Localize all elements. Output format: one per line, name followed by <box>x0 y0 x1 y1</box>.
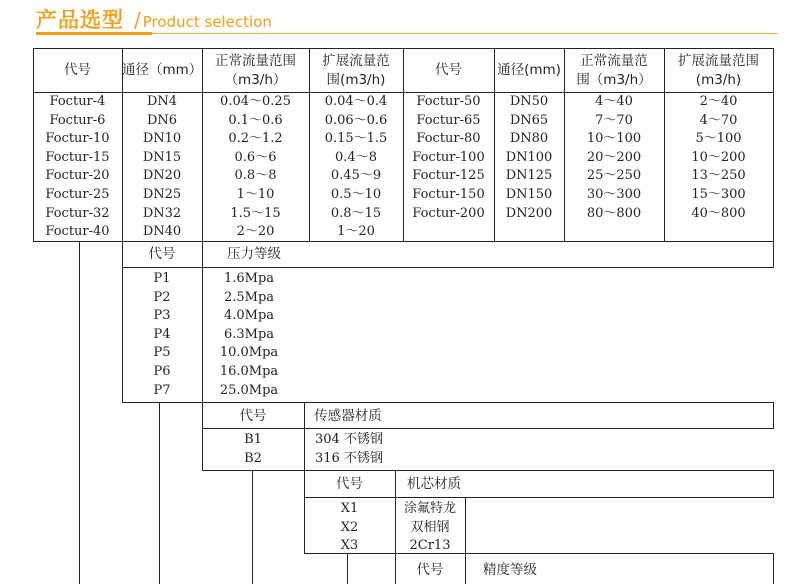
material-header: 传感器材质 <box>314 408 382 424</box>
table-cell: DN65 <box>509 112 549 128</box>
column-header: 正常流量范围 <box>215 53 296 69</box>
grade-header: 压力等级 <box>227 246 281 262</box>
rule-h <box>122 267 774 268</box>
rule-v <box>202 241 203 403</box>
core-value: 2Cr13 <box>409 538 451 554</box>
rule-v <box>773 553 774 584</box>
table-cell: 0.8～15 <box>330 205 382 221</box>
column-header: 代号 <box>435 62 462 78</box>
table-cell: DN200 <box>505 205 553 221</box>
rule-h <box>304 470 774 471</box>
code-header: 代号 <box>416 562 444 578</box>
table-cell: 20～200 <box>586 149 642 165</box>
core-code: X1 <box>340 501 359 516</box>
table-cell: 2～20 <box>236 224 275 240</box>
table-cell: DN15 <box>142 149 182 165</box>
table-cell: DN10 <box>142 131 182 147</box>
sensor-value: 316 不锈钢 <box>315 450 383 466</box>
table-cell: Foctur-50 <box>416 94 481 109</box>
pressure-value: 16.0Mpa <box>219 364 279 379</box>
table-cell: DN25 <box>142 187 182 202</box>
rule-v <box>159 402 160 584</box>
pressure-value: 25.0Mpa <box>219 382 279 398</box>
rule-v <box>465 497 466 554</box>
table-cell: DN6 <box>146 112 178 128</box>
rule-v <box>347 553 348 584</box>
table-cell: DN32 <box>142 205 182 221</box>
table-cell: DN4 <box>146 94 178 109</box>
column-header: 通径（mm） <box>122 62 203 78</box>
pressure-code: P7 <box>153 382 171 398</box>
table-cell: 40～800 <box>691 205 746 221</box>
table-cell: 4～70 <box>699 112 738 128</box>
rule-h <box>202 402 774 403</box>
table-cell: DN125 <box>505 168 553 184</box>
rule-v <box>773 402 774 429</box>
column-header: 正常流量范 <box>580 53 648 69</box>
section-header <box>36 4 272 30</box>
table-cell: 1.5～15 <box>230 205 281 221</box>
rule-v <box>773 470 774 498</box>
table-cell: 0.8～8 <box>234 168 277 184</box>
code-header: 代号 <box>148 246 176 262</box>
code-header: 代号 <box>239 408 267 424</box>
table-cell: 4～40 <box>595 94 633 109</box>
table-cell: 10～200 <box>691 149 746 165</box>
sensor-code: B2 <box>244 450 262 466</box>
table-cell: 0.1～0.6 <box>228 112 283 128</box>
table-cell: 10～100 <box>586 131 642 147</box>
pressure-value: 4.0Mpa <box>223 308 275 324</box>
column-header: 代号 <box>64 62 91 78</box>
column-header: 扩展流量范 <box>322 53 390 69</box>
core-value: 双相钢 <box>410 519 450 535</box>
table-cell: 30～300 <box>586 187 642 202</box>
accuracy-header: 精度等级 <box>483 562 537 578</box>
table-cell: 0.5～10 <box>330 187 382 202</box>
rule-h <box>122 241 774 242</box>
table-cell: Foctur-4 <box>49 94 106 109</box>
table-cell: 1～20 <box>337 224 375 240</box>
sensor-value: 304 不锈钢 <box>315 432 383 447</box>
table-cell: Foctur-125 <box>412 168 485 184</box>
rule-h <box>304 497 774 498</box>
table-cell: 0.2～1.2 <box>228 131 283 147</box>
column-header: 围（m3/h） <box>576 72 652 88</box>
rule-v <box>252 470 253 584</box>
column-header: （m3/h） <box>224 72 287 88</box>
core-material-header: 机芯材质 <box>407 476 461 492</box>
column-header: 围(m3/h) <box>326 72 386 88</box>
column-header: 通径(mm) <box>497 62 561 78</box>
rule-v <box>773 241 774 268</box>
code-header: 代号 <box>336 476 363 492</box>
rule-v <box>773 48 774 242</box>
table-cell: DN80 <box>509 131 549 147</box>
table-cell: Foctur-40 <box>45 224 110 240</box>
table-cell: Foctur-15 <box>45 149 110 165</box>
table-cell: 7～70 <box>595 112 633 128</box>
title-separator: / <box>134 8 141 32</box>
header-accent-bar <box>36 32 152 35</box>
pressure-value: 1.6Mpa <box>223 271 275 286</box>
rule-v <box>79 241 80 584</box>
section-title-en: Product selection <box>142 13 272 31</box>
rule-h <box>202 428 774 429</box>
core-code: X2 <box>340 519 359 535</box>
table-cell: 0.4～8 <box>335 149 377 165</box>
table-cell: Foctur-32 <box>45 205 110 221</box>
table-cell: Foctur-10 <box>45 131 110 147</box>
table-cell: 0.04～0.4 <box>324 94 388 109</box>
column-header: (m3/h) <box>695 72 742 88</box>
rule-v <box>465 553 466 584</box>
table-cell: 0.45～9 <box>330 168 382 184</box>
pressure-value: 10.0Mpa <box>219 345 279 361</box>
table-cell: 15～300 <box>691 187 746 202</box>
pressure-code: P2 <box>153 289 171 305</box>
sensor-code: B1 <box>244 432 262 447</box>
table-cell: DN20 <box>142 168 182 184</box>
table-cell: 80～800 <box>586 205 642 221</box>
table-cell: DN50 <box>509 94 549 109</box>
pressure-value: 6.3Mpa <box>223 326 275 342</box>
table-cell: Foctur-80 <box>416 131 481 147</box>
pressure-code: P6 <box>153 364 171 379</box>
table-cell: Foctur-6 <box>49 112 106 128</box>
table-cell: Foctur-100 <box>412 149 485 165</box>
table-cell: 5～100 <box>695 131 742 147</box>
pressure-value: 2.5Mpa <box>223 289 275 305</box>
pressure-code: P1 <box>153 271 171 286</box>
table-cell: 0.04～0.25 <box>220 94 291 109</box>
table-cell: Foctur-65 <box>416 112 481 128</box>
pressure-code: P3 <box>153 308 171 324</box>
table-cell: 25～250 <box>586 168 642 184</box>
pressure-code: P5 <box>153 345 171 361</box>
core-code: X3 <box>340 538 359 554</box>
table-cell: 2～40 <box>699 94 738 109</box>
table-cell: 1～10 <box>236 187 275 202</box>
table-cell: DN100 <box>505 149 553 165</box>
table-cell: Foctur-150 <box>412 187 485 202</box>
table-cell: 0.15～1.5 <box>324 131 388 147</box>
pressure-code: P4 <box>153 326 171 342</box>
table-cell: 13～250 <box>691 168 746 184</box>
table-cell: Foctur-25 <box>45 187 110 202</box>
table-cell: DN40 <box>142 224 182 240</box>
section-title-cn: 产品选型 <box>36 8 124 32</box>
column-header: 扩展流量范围 <box>678 53 759 69</box>
table-cell: Foctur-20 <box>45 168 110 184</box>
table-cell: 0.06～0.6 <box>324 112 388 128</box>
core-value: 涂氟特龙 <box>403 501 456 516</box>
table-cell: Foctur-200 <box>412 205 485 221</box>
table-cell: 0.6～6 <box>234 149 277 165</box>
table-cell: DN150 <box>505 187 553 202</box>
